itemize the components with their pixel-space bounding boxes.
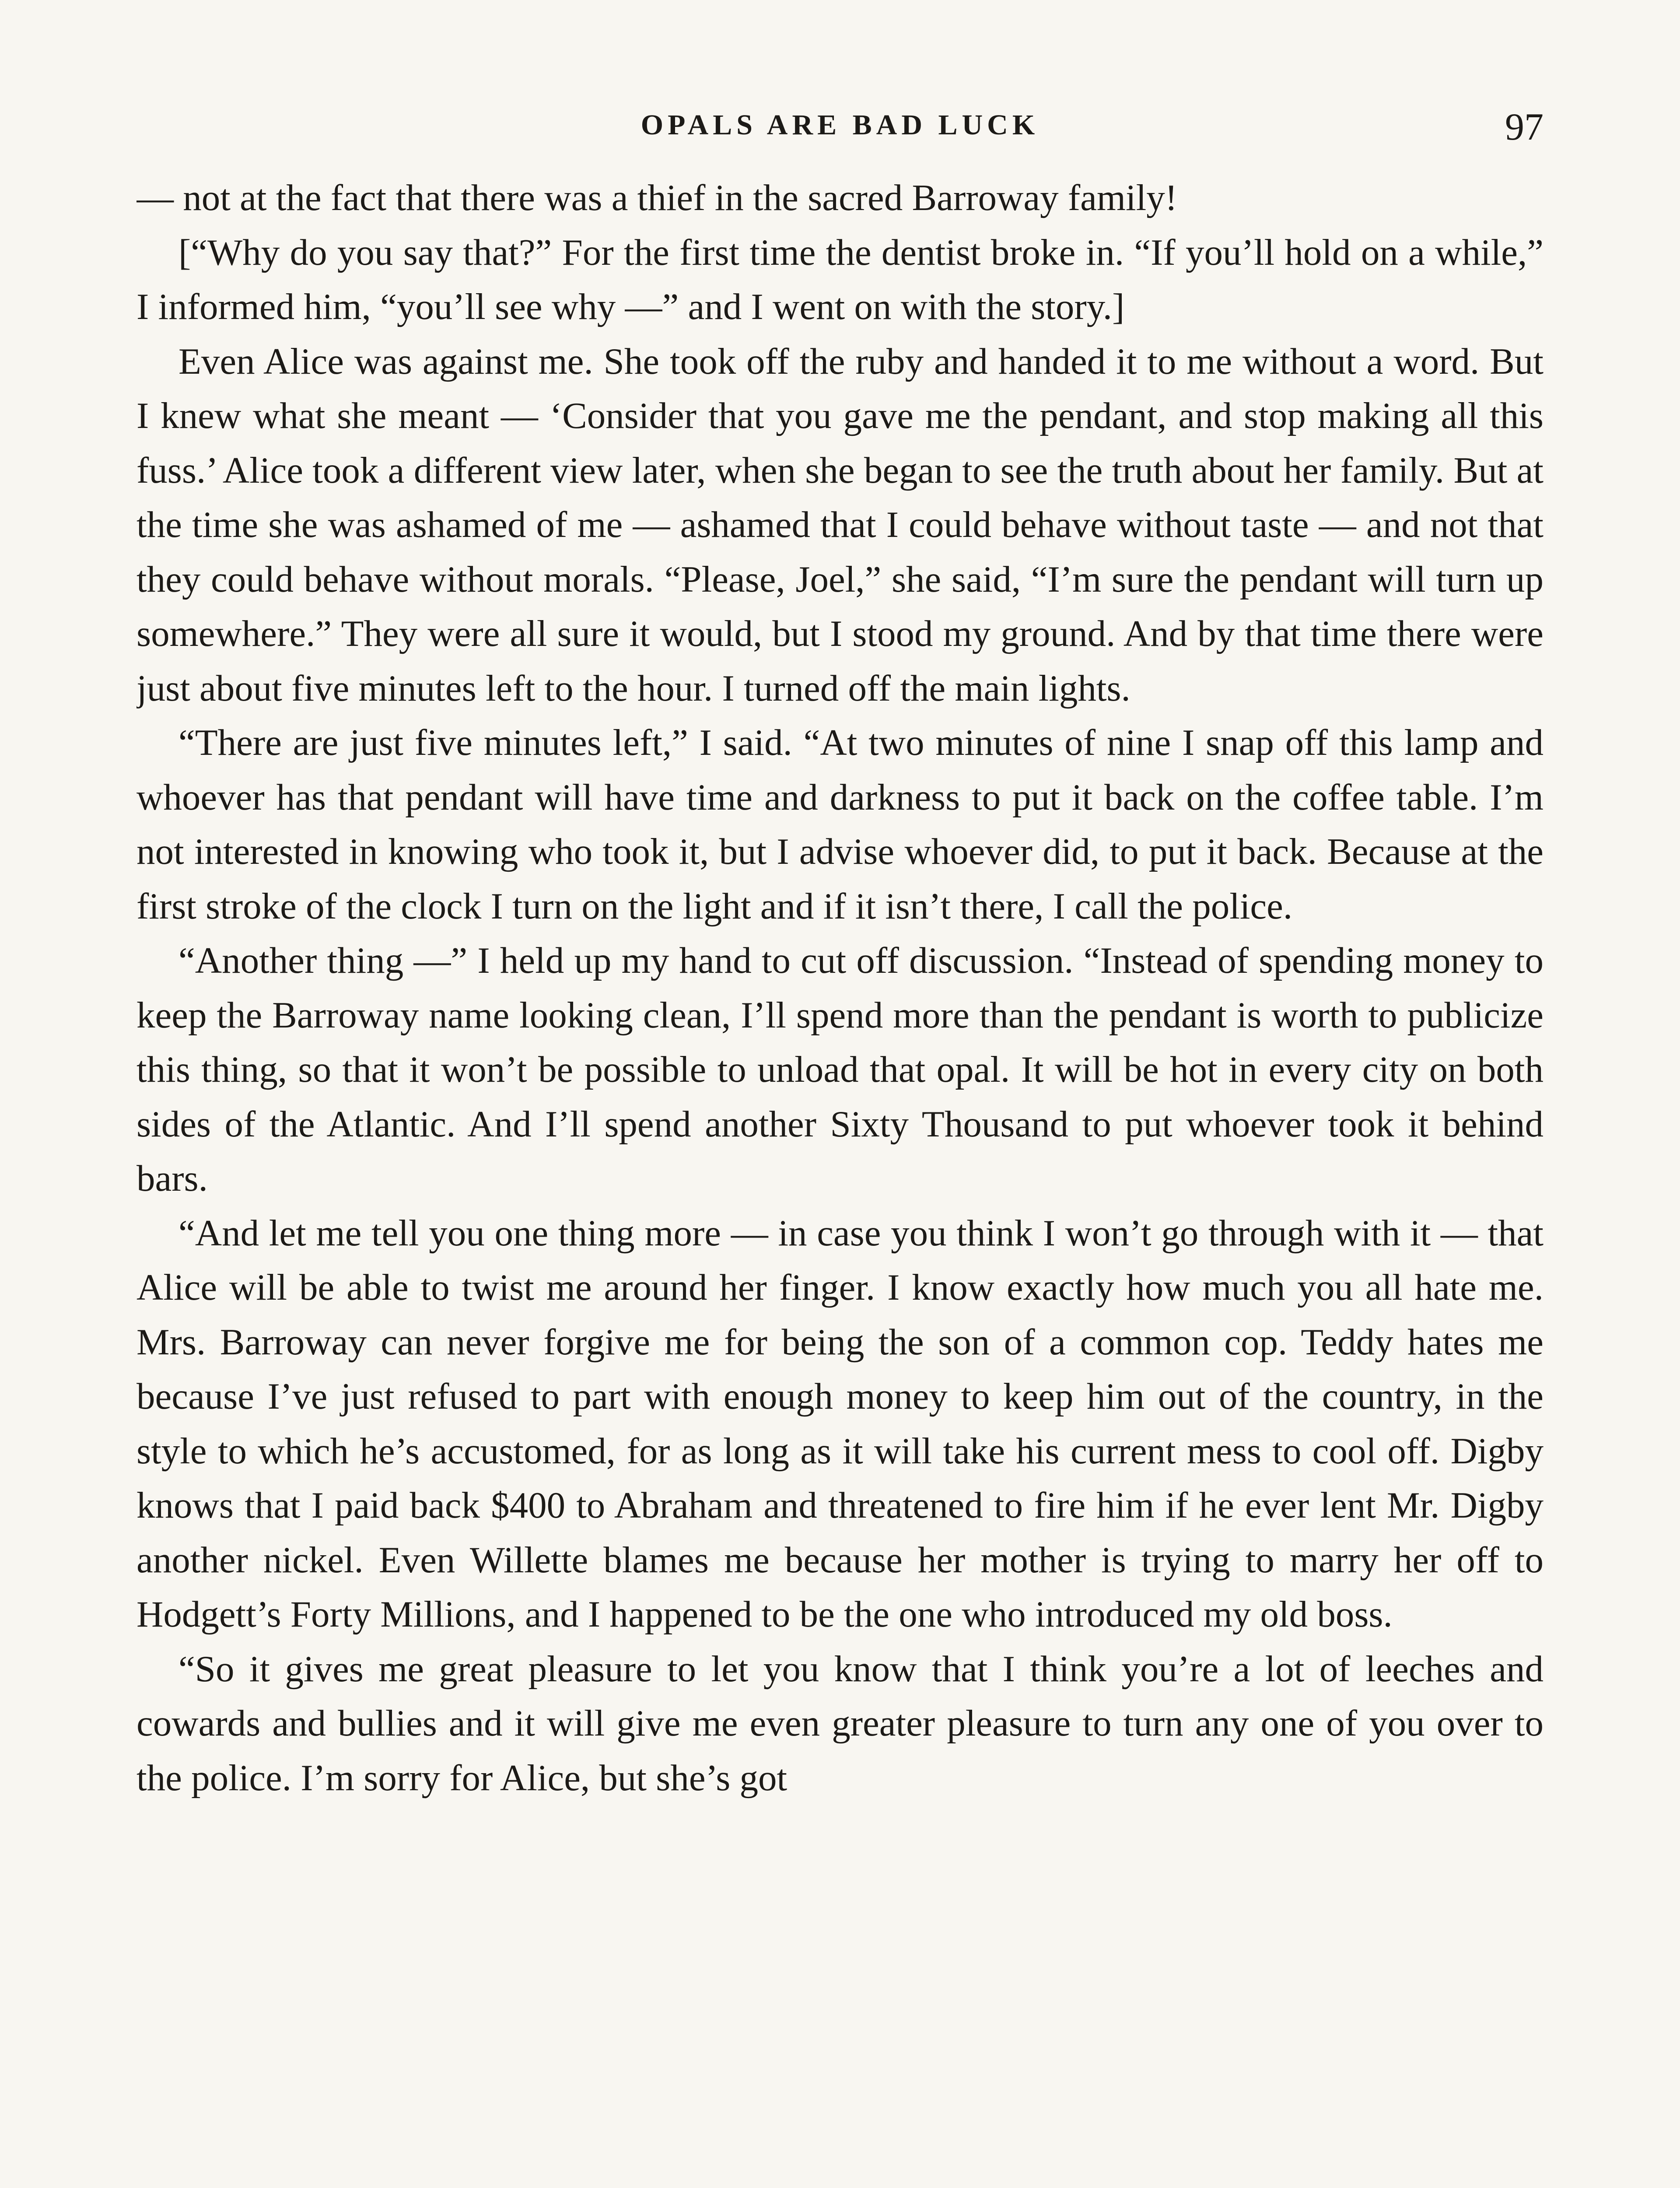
body-text: [136, 171, 1544, 2188]
running-head: [136, 105, 1544, 153]
paragraph-3: Even Alice was against me. She took off the ruby and handed it to me without a word. But I knew what she meant — ‘Consider that you gave me the pendant, and stop making all this fuss.’ Alice took a different view later, when she began to see the truth about her family. But at the time she was ashamed of me — ashamed that I could behave without taste — and not that they could behave without morals. “Please, Joel,” she said, “I’m sure the pendant will turn up somewhere.” They were all sure it would, but I stood my ground. And by that time there were just about five minutes left to the hour. I turned off the main lights.: [136, 340, 1544, 709]
paragraph-6: “And let me tell you one thing more — in case you think I won’t go through with it — that Alice will be able to twist me around her finger. I know exactly how much you all hate me. Mrs. Barroway can never forgive me for being the son of a common cop. Teddy hates me because I’ve just refused to part with enough money to keep him out of the country, in the style to which he’s accustomed, for as long as it will take his current mess to cool off. Digby knows that I paid back $400 to Abraham and threatened to fire him if he ever lent Mr. Digby another nickel. Even Willette blames me because her mother is trying to marry her off to Hodgett’s Forty Millions, and I happened to be the one who introduced my old boss.: [136, 1212, 1544, 1635]
paragraph-1: — not at the fact that there was a thief in the sacred Barroway family!: [136, 177, 1178, 218]
page-number: 97: [1505, 106, 1544, 148]
running-title: OPALS ARE BAD LUCK: [640, 109, 1040, 141]
paragraph-2: [“Why do you say that?” For the first time the dentist broke in. “If you’ll hold on a while,” I informed him, “you’ll see why —” and I went on with the story.]: [136, 231, 1544, 327]
paragraph-5: “Another thing —” I held up my hand to cut off discussion. “Instead of spending money to keep the Barroway name looking clean, I’ll spend more than the pendant is worth to publicize this thing, so that it won’t be possible to unload that opal. It will be hot in every city on both sides of the Atlantic. And I’ll spend another Sixty Thousand to put whoever took it behind bars.: [136, 940, 1544, 1199]
paragraph-4: “There are just five minutes left,” I said. “At two minutes of nine I snap off this lamp and whoever has that pendant will have time and darkness to put it back on the coffee table. I’m not interested in knowing who took it, but I advise whoever did, to put it back. Because at the first stroke of the clock I turn on the light and if it isn’t there, I call the police.: [136, 722, 1544, 927]
paragraph-7: “So it gives me great pleasure to let you know that I think you’re a lot of leeches and cowards and bullies and it will give me even greater pleasure to turn any one of you over to the police. I’m sorry for Alice, but she’s got: [136, 1648, 1544, 1799]
